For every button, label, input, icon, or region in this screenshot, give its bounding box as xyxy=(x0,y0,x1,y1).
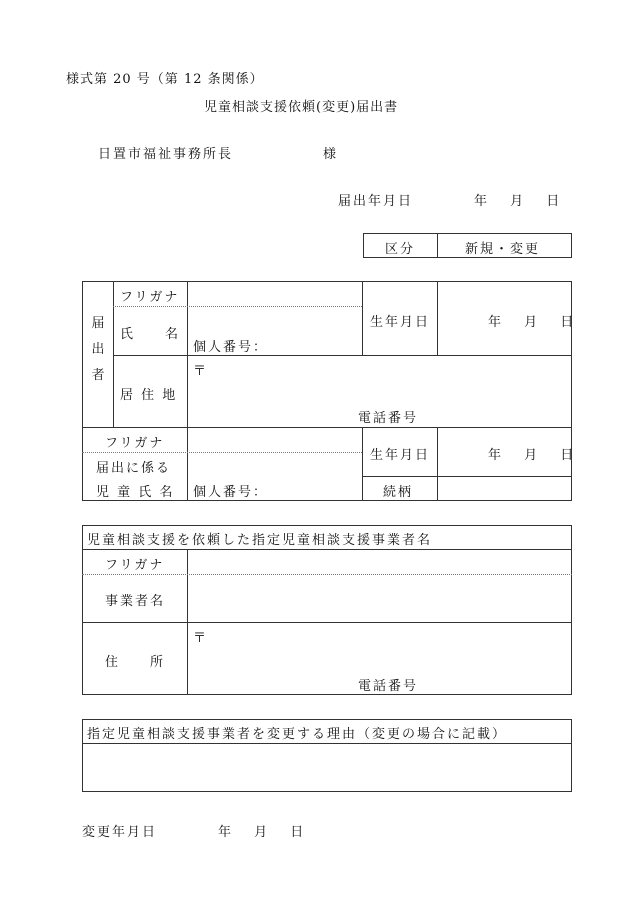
applicant-section-label: 届 出 者 xyxy=(91,316,105,383)
category-value[interactable]: 新規・変更 xyxy=(465,242,541,257)
child-furigana-label: フリガナ xyxy=(105,436,165,451)
applicant-furigana-label: フリガナ xyxy=(120,290,180,305)
category-label: 区分 xyxy=(385,242,416,257)
addressee: 日置市福祉事務所長 xyxy=(98,147,234,162)
child-relationship-label: 続柄 xyxy=(383,485,414,500)
child-birthdate-field[interactable]: 年 月 日 xyxy=(488,448,576,463)
provider-address-label: 住 所 xyxy=(105,655,166,670)
applicant-address-label: 居 住 地 xyxy=(120,388,178,403)
provider-furigana-label: フリガナ xyxy=(105,558,165,573)
submission-date-field[interactable]: 年 月 日 xyxy=(474,194,562,209)
provider-header: 児童相談支援を依頼した指定児童相談支援事業者名 xyxy=(87,533,433,548)
change-date-label: 変更年月日 xyxy=(82,825,158,840)
applicant-name-label: 氏 名 xyxy=(120,327,181,342)
submission-date-label: 届出年月日 xyxy=(338,194,414,209)
applicant-birthdate-label: 生年月日 xyxy=(370,315,431,330)
reason-field[interactable] xyxy=(83,744,571,791)
applicant-phone-label: 電話番号 xyxy=(358,411,419,426)
provider-name-label: 事業者名 xyxy=(105,594,166,609)
provider-postal-mark: 〒 xyxy=(193,631,209,646)
applicant-postal-mark: 〒 xyxy=(193,364,209,379)
honorific: 様 xyxy=(323,147,339,162)
child-birthdate-label: 生年月日 xyxy=(370,448,431,463)
reason-header: 指定児童相談支援事業者を変更する理由（変更の場合に記載） xyxy=(87,727,508,742)
child-label-line2: 児 童 氏 名 xyxy=(96,485,175,500)
provider-phone-label: 電話番号 xyxy=(358,679,419,694)
applicant-birthdate-field[interactable]: 年 月 日 xyxy=(488,315,576,330)
applicant-personal-number-label: 個人番号： xyxy=(193,340,269,355)
child-personal-number-label: 個人番号： xyxy=(193,485,269,500)
child-label-line1: 届出に係る xyxy=(96,461,172,476)
change-date-field[interactable]: 年 月 日 xyxy=(218,825,306,840)
form-title: 児童相談支援依頼(変更)届出書 xyxy=(204,100,399,115)
form-number: 様式第 20 号（第 12 条関係） xyxy=(66,72,264,87)
